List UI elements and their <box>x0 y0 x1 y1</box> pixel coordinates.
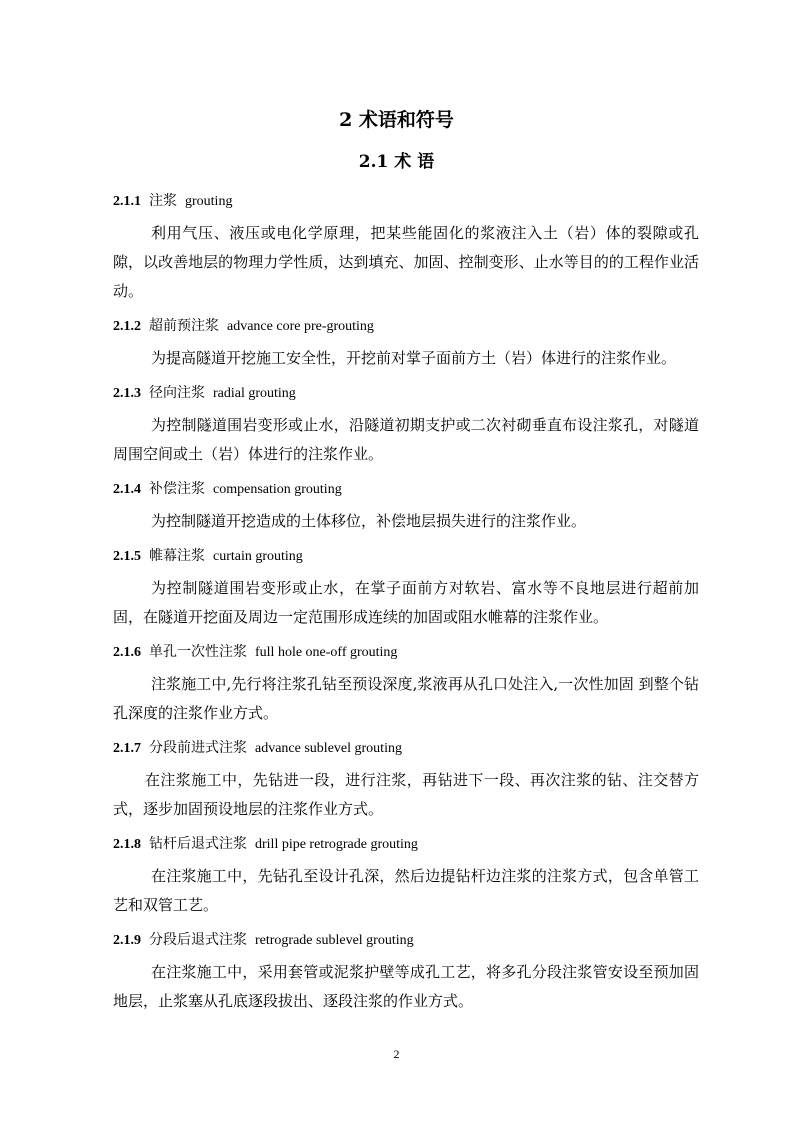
term-number: 2.1.3 <box>113 386 141 401</box>
term-number: 2.1.9 <box>113 933 141 948</box>
term-2-1-2 <box>113 313 699 373</box>
term-definition: 为提高隧道开挖施工安全性，开挖前对掌子面前方土（岩）体进行的注浆作业。 <box>151 349 677 367</box>
term-number: 2.1.1 <box>113 194 141 209</box>
term-2-1-1 <box>113 188 699 306</box>
page-number: 2 <box>393 1047 400 1061</box>
term-definition: 为控制隧道围岩变形或止水，在掌子面前方对软岩、富水等不良地层进行超前加固，在隧道开挖面及周边一定范围形成连续的加固或阻水帷幕的注浆作业。 <box>113 579 699 626</box>
term-heading <box>113 380 699 407</box>
term-heading <box>113 927 699 954</box>
term-english: curtain grouting <box>213 549 303 564</box>
term-number: 2.1.5 <box>113 549 141 564</box>
term-2-1-7 <box>113 735 699 824</box>
term-number: 2.1.4 <box>113 482 141 497</box>
term-2-1-5 <box>113 543 699 632</box>
term-english: advance sublevel grouting <box>255 741 402 756</box>
term-chinese: 注浆 <box>149 193 177 209</box>
term-english: compensation grouting <box>213 482 342 497</box>
term-heading <box>113 639 699 666</box>
term-chinese: 钻杆后退式注浆 <box>149 836 247 852</box>
term-chinese: 帷幕注浆 <box>149 548 205 564</box>
term-heading <box>113 735 699 762</box>
term-number: 2.1.6 <box>113 645 141 660</box>
term-number: 2.1.2 <box>113 319 141 334</box>
term-heading <box>113 188 699 215</box>
term-english: advance core pre-grouting <box>227 319 374 334</box>
term-english: full hole one-off grouting <box>255 645 398 660</box>
term-number: 2.1.7 <box>113 741 141 756</box>
term-chinese: 径向注浆 <box>149 385 205 401</box>
section-title: 2.1 术 语 <box>358 152 435 172</box>
term-definition: 为控制隧道围岩变形或止水，沿隧道初期支护或二次衬砌垂直布设注浆孔，对隧道周围空间或土（岩）体进行的注浆作业。 <box>113 416 699 463</box>
chapter-title: 2 术语和符号 <box>339 109 454 131</box>
term-definition: 注浆施工中,先行将注浆孔钻至预设深度,浆液再从孔口处注入,一次性加固 到整个钻孔深度的注浆作业方式。 <box>113 675 699 722</box>
term-chinese: 分段前进式注浆 <box>149 740 247 756</box>
term-chinese: 超前预注浆 <box>149 318 219 334</box>
term-heading <box>113 476 699 503</box>
term-definition: 在注浆施工中，采用套管或泥浆护壁等成孔工艺，将多孔分段注浆管安设至预加固地层，止浆塞从孔底逐段拔出、逐段注浆的作业方式。 <box>113 963 699 1010</box>
term-english: grouting <box>185 194 233 209</box>
term-definition: 为控制隧道开挖造成的土体移位，补偿地层损失进行的注浆作业。 <box>151 512 587 530</box>
term-english: retrograde sublevel grouting <box>255 933 414 948</box>
term-definition: 在注浆施工中，先钻进一段，进行注浆，再钻进下一段、再次注浆的钻、注交替方式，逐步加固预设地层的注浆作业方式。 <box>113 771 699 818</box>
term-definition: 在注浆施工中，先钻孔至设计孔深，然后边提钻杆边注浆的注浆方式，包含单管工艺和双管工艺。 <box>113 867 699 914</box>
term-2-1-8 <box>113 831 699 920</box>
term-chinese: 单孔一次性注浆 <box>149 644 247 660</box>
term-english: radial grouting <box>213 386 296 401</box>
term-chinese: 分段后退式注浆 <box>149 932 247 948</box>
terms-list <box>113 188 699 1023</box>
term-heading <box>113 831 699 858</box>
term-english: drill pipe retrograde grouting <box>255 837 418 852</box>
term-2-1-4 <box>113 476 699 536</box>
term-2-1-6 <box>113 639 699 728</box>
term-2-1-9 <box>113 927 699 1016</box>
term-2-1-3 <box>113 380 699 469</box>
term-heading <box>113 543 699 570</box>
term-number: 2.1.8 <box>113 837 141 852</box>
term-heading <box>113 313 699 340</box>
term-chinese: 补偿注浆 <box>149 481 205 497</box>
term-definition: 利用气压、液压或电化学原理，把某些能固化的浆液注入土（岩）体的裂隙或孔隙，以改善地层的物理力学性质，达到填充、加固、控制变形、止水等目的的工程作业活动。 <box>113 224 699 300</box>
